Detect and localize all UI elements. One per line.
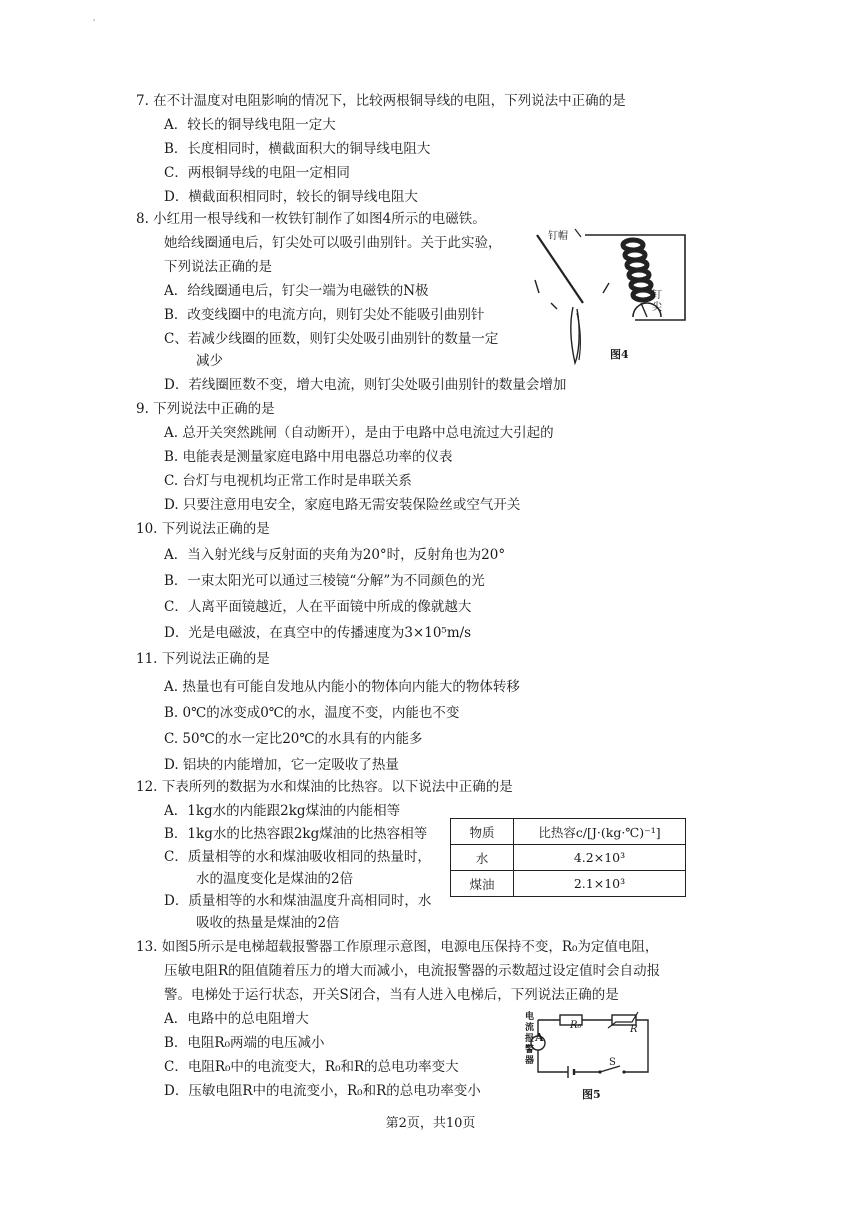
q9-option-d: D. 只要注意用电安全，家庭电路无需安装保险丝或空气开关 — [164, 497, 521, 513]
q8-option-c: C、若减少线圈的匝数，则钉尖处吸引曲别针的数量一定 — [164, 331, 499, 347]
question-8-stem-line2: 她给线圈通电后，钉尖处可以吸引曲别针。关于此实验， — [164, 235, 502, 251]
q7-option-d: D．横截面积相同时，较长的铜导线电阻大 — [164, 189, 418, 205]
q13-option-c: C．电阻R₀中的电流变大，R₀和R的总电功率变大 — [164, 1059, 459, 1075]
question-11-stem: 11. 下列说法正确的是 — [136, 651, 270, 667]
q8-option-a: A．给线圈通电后，钉尖一端为电磁铁的N极 — [164, 283, 429, 299]
question-8-stem-line3: 下列说法正确的是 — [164, 259, 272, 275]
q12-option-d-cont: 吸收的热量是煤油的2倍 — [196, 915, 340, 931]
q13-option-a: A．电路中的总电阻增大 — [164, 1011, 309, 1027]
q12-option-b: B．1kg水的比热容跟2kg煤油的比热容相等 — [164, 826, 428, 842]
figure-4-electromagnet — [515, 225, 695, 375]
figure-5-circuit — [520, 1010, 660, 1086]
specific-heat-table — [450, 818, 686, 897]
q13-option-d: D．压敏电阻R中的电流变小，R₀和R的总电功率变小 — [164, 1083, 481, 1099]
question-13-stem-line2: 压敏电阻R的阻值随着压力的增大而减小，电流报警器的示数超过设定值时会自动报 — [164, 963, 661, 979]
table-cell-substance: 煤油 — [451, 871, 514, 897]
q10-option-b: B．一束太阳光可以通过三棱镜“分解”为不同颜色的光 — [164, 573, 485, 589]
page-footer: 第2页，共10页 — [385, 1116, 476, 1131]
question-8-stem-line1: 8. 小红用一根导线和一枚铁钉制作了如图4所示的电磁铁。 — [136, 211, 486, 227]
q10-option-a: A．当入射光线与反射面的夹角为20°时，反射角也为20° — [164, 547, 506, 563]
question-13-stem-line1: 13. 如图5所示是电梯超载报警器工作原理示意图，电源电压保持不变，R₀为定值电阻， — [136, 939, 659, 955]
figure-4-caption: 图4 — [610, 348, 629, 361]
q12-option-a: A．1kg水的内能跟2kg煤油的内能相等 — [164, 803, 401, 819]
q11-option-d: D. 铝块的内能增加，它一定吸收了热量 — [164, 757, 399, 773]
margin-mark: ' — [93, 18, 96, 27]
q9-option-c: C. 台灯与电视机均正常工作时是串联关系 — [164, 473, 412, 489]
q9-option-a: A. 总开关突然跳闸（自动断开），是由于电路中总电流过大引起的 — [164, 425, 554, 441]
q10-option-d: D．光是电磁波，在真空中的传播速度为3×10⁵m/s — [164, 625, 472, 641]
question-7-stem: 7. 在不计温度对电阻影响的情况下，比较两根铜导线的电阻，下列说法中正确的是 — [136, 93, 626, 109]
table-cell-substance: 水 — [451, 845, 514, 871]
table-row — [451, 871, 686, 897]
q8-option-b: B．改变线圈中的电流方向，则钉尖处不能吸引曲别针 — [164, 307, 485, 323]
ammeter-label: A — [535, 1031, 544, 1044]
question-9-stem: 9. 下列说法中正确的是 — [136, 401, 275, 417]
table-row — [451, 845, 686, 871]
question-13-stem-line3: 警。电梯处于运行状态，开关S闭合，当有人进入电梯后，下列说法正确的是 — [164, 987, 619, 1003]
table-header-specific-heat: 比热容c/[J·(kg·℃)⁻¹] — [514, 819, 686, 845]
table-cell-value: 2.1×10³ — [514, 871, 686, 897]
r-label: R — [630, 1024, 638, 1035]
question-12-stem: 12. 下表所列的数据为水和煤油的比热容。以下说法中正确的是 — [136, 779, 513, 795]
q12-option-c-cont: 水的温度变化是煤油的2倍 — [196, 871, 354, 887]
q8-option-d: D．若线圈匝数不变，增大电流，则钉尖处吸引曲别针的数量会增加 — [164, 377, 567, 393]
current-alarm-label: 电流报警器 — [525, 1012, 535, 1066]
switch-label: S — [609, 1057, 616, 1068]
q12-option-d: D．质量相等的水和煤油温度升高相同时，水 — [164, 893, 432, 909]
q11-option-c: C. 50℃的水一定比20℃的水具有的内能多 — [164, 731, 423, 747]
table-header-row — [451, 819, 686, 845]
q7-option-c: C．两根铜导线的电阻一定相同 — [164, 165, 350, 181]
q9-option-b: B. 电能表是测量家庭电路中用电器总功率的仪表 — [164, 449, 453, 465]
figure-4-label-nail-tip: 钉尖 — [652, 290, 662, 313]
q7-option-b: B．长度相同时，横截面积大的铜导线电阻大 — [164, 141, 431, 157]
q11-option-b: B. 0℃的冰变成0℃的水，温度不变，内能也不变 — [164, 705, 460, 721]
figure-4-label-nail-cap: 钉帽 — [548, 231, 568, 242]
q13-option-b: B．电阻R₀两端的电压减小 — [164, 1035, 325, 1051]
q10-option-c: C．人离平面镜越近，人在平面镜中所成的像就越大 — [164, 599, 472, 615]
q8-option-c-cont: 减少 — [196, 353, 223, 369]
question-10-stem: 10. 下列说法正确的是 — [136, 521, 270, 537]
q12-option-c: C．质量相等的水和煤油吸收相同的热量时， — [164, 849, 431, 865]
figure-5-caption: 图5 — [582, 1088, 601, 1101]
q7-option-a: A．较长的铜导线电阻一定大 — [164, 117, 336, 133]
table-cell-value: 4.2×10³ — [514, 845, 686, 871]
table-header-substance: 物质 — [451, 819, 514, 845]
q11-option-a: A. 热量也有可能自发地从内能小的物体向内能大的物体转移 — [164, 679, 520, 695]
r0-label: R₀ — [570, 1020, 582, 1031]
